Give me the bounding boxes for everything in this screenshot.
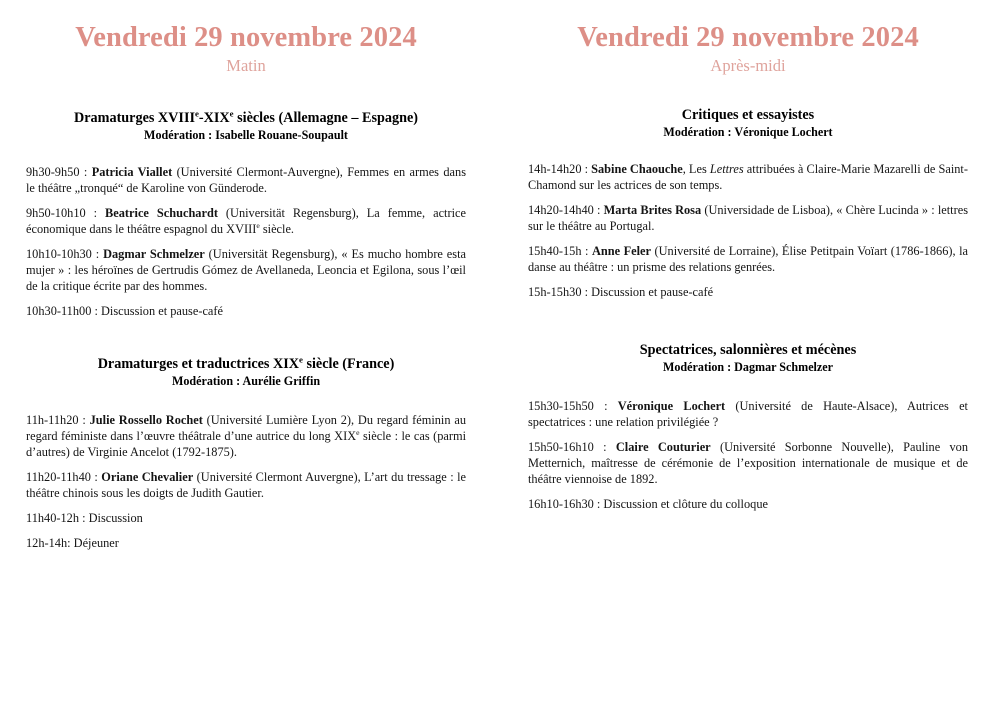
session-moderation: Modération : Isabelle Rouane-Soupault: [144, 127, 348, 142]
talk-entry: [26, 246, 466, 294]
entry-time: 14h20-14h40 :: [528, 202, 604, 217]
entry-time: 12h-14h: Déjeuner: [26, 536, 119, 551]
ordinal-superscript: e: [256, 220, 260, 230]
talk-entry: [26, 205, 466, 237]
entry-time: 16h10-16h30 : Discussion et clôture du colloque: [528, 497, 768, 512]
day-part-afternoon: Après-midi: [710, 55, 786, 75]
entry-speaker: Sabine Chaouche: [591, 161, 683, 176]
entry-detail: (Université Clermont-Auvergne), Femmes en armes dans le théâtre „tronqué“ de Karoline von Günderode.: [26, 164, 466, 195]
entry-detail: (Université Lumière Lyon 2), Du regard féminin au regard féministe dans l’œuvre théâtrale d’une autrice du long XIX: [26, 412, 466, 443]
session-heading: Critiques et essayistes: [681, 106, 815, 123]
entry-detail: (Universität Regensburg), La femme, actrice économique dans le théâtre espagnol du XVIII: [26, 205, 466, 236]
entry-detail: (Universität Regensburg), « Es mucho hombre esta mujer » : les héroïnes de Gertrudis Gómez de Avellaneda, Leoncia et Egilona, sous l’œil de la critique écrite par des hommes.: [26, 246, 466, 293]
entry-time: 11h40-12h : Discussion: [26, 511, 143, 526]
closing-entry: [528, 496, 968, 512]
session-heading-text-mid: -XIX: [198, 109, 230, 126]
break-entry: [528, 284, 968, 300]
entry-time: 10h30-11h00 : Discussion et pause-café: [26, 303, 223, 318]
entry-speaker: Julie Rossello Rochet: [89, 412, 203, 427]
entry-detail-end: siècle.: [259, 221, 295, 236]
session-heading: [26, 109, 466, 127]
talk-entry: [528, 439, 968, 487]
session-critiques-essayistes: [528, 106, 968, 141]
entry-time: 9h30-9h50 :: [26, 164, 92, 179]
session-heading-text-post: siècles (Allemagne – Espagne): [233, 109, 418, 126]
column-morning: [26, 22, 466, 551]
talk-entry: [528, 161, 968, 193]
entry-speaker: Véronique Lochert: [617, 398, 726, 413]
day-part-morning: Matin: [226, 55, 266, 75]
session-heading-text-post: siècle (France): [302, 355, 395, 372]
ordinal-superscript: e: [229, 107, 234, 118]
entry-detail-end: attribuées à Claire-Marie Mazarelli de Saint-Chamond sur les actrices de son temps.: [528, 161, 968, 192]
entry-time: 11h-11h20 :: [26, 412, 90, 427]
entry-speaker: Dagmar Schmelzer: [103, 246, 205, 261]
session-spectatrices-salonnieres: [528, 341, 968, 376]
entry-list: [528, 161, 968, 300]
talk-entry: [528, 243, 968, 275]
entry-detail: (Université Sorbonne Nouvelle), Pauline von Metternich, maîtresse de cérémonie de l’exposition internationale de musique et de théâtre viennoise de 1892.: [528, 439, 968, 486]
entry-time: 15h30-15h50 :: [528, 398, 618, 413]
talk-entry: [528, 202, 968, 234]
ordinal-superscript: e: [356, 427, 360, 437]
session-moderation: Modération : Véronique Lochert: [663, 124, 833, 139]
entry-speaker: Anne Feler: [591, 243, 651, 258]
entry-detail: (Université de Haute-Alsace), Autrices et spectatrices : une relation privilégiée ?: [528, 398, 968, 429]
session-heading-text-pre: Dramaturges XVIII: [74, 109, 195, 126]
session-moderation: Modération : Aurélie Griffin: [171, 374, 321, 389]
entry-time: 11h20-11h40 :: [26, 470, 102, 484]
entry-list: [26, 412, 466, 551]
day-title-morning: Vendredi 29 novembre 2024: [75, 22, 417, 53]
talk-entry: [26, 412, 466, 460]
entry-detail: (Universidade de Lisboa), « Chère Lucinda » : lettres sur le théâtre au Portugal.: [528, 202, 968, 233]
discussion-entry: [26, 510, 466, 526]
ordinal-superscript: e: [195, 107, 199, 118]
entry-list: [26, 164, 466, 319]
day-title-afternoon: Vendredi 29 novembre 2024: [577, 22, 919, 53]
entry-detail: (Université Clermont Auvergne), L’art du tressage : le théâtre chinois sous les doigts de Judith Gautier.: [26, 470, 467, 501]
session-dramaturges-traductrices-19: [26, 355, 466, 390]
entry-title-italic: Lettres: [709, 161, 744, 176]
break-entry: [26, 303, 466, 319]
talk-entry: [26, 469, 466, 501]
entry-detail-end: siècle : le cas (parmi d’autres) de Virginie Ancelot (1792-1875).: [26, 428, 466, 459]
entry-speaker: Marta Brites Rosa: [603, 202, 702, 217]
talk-entry: [26, 164, 466, 196]
entry-time: 15h-15h30 : Discussion et pause-café: [528, 284, 714, 299]
session-heading: Spectatrices, salonnières et mécènes: [639, 341, 857, 358]
entry-time: 14h-14h20 :: [528, 161, 592, 176]
entry-time: 15h50-16h10 :: [528, 439, 616, 454]
session-heading: [26, 355, 466, 373]
ordinal-superscript: e: [299, 354, 303, 365]
lunch-entry: [26, 535, 466, 551]
entry-detail: (Université de Lorraine), Élise Petitpain Voïart (1786-1866), la danse au théâtre : un prisme des relations genrées.: [528, 243, 968, 274]
entry-speaker: Patricia Viallet: [91, 164, 173, 179]
entry-time: 15h40-15h :: [528, 243, 592, 258]
session-moderation: Modération : Dagmar Schmelzer: [662, 360, 834, 375]
session-dramaturges-18-19: [26, 109, 466, 144]
entry-time: 9h50-10h10 :: [26, 205, 106, 220]
entry-detail: , Les: [682, 161, 710, 176]
column-afternoon: [528, 22, 968, 512]
session-heading-text-pre: Dramaturges et traductrices XIX: [97, 355, 300, 372]
entry-speaker: Beatrice Schuchardt: [105, 205, 218, 220]
entry-time: 10h10-10h30 :: [26, 246, 104, 261]
entry-speaker: Oriane Chevalier: [101, 470, 194, 484]
entry-speaker: Claire Couturier: [615, 439, 711, 454]
entry-list: [528, 398, 968, 512]
talk-entry: [528, 398, 968, 430]
